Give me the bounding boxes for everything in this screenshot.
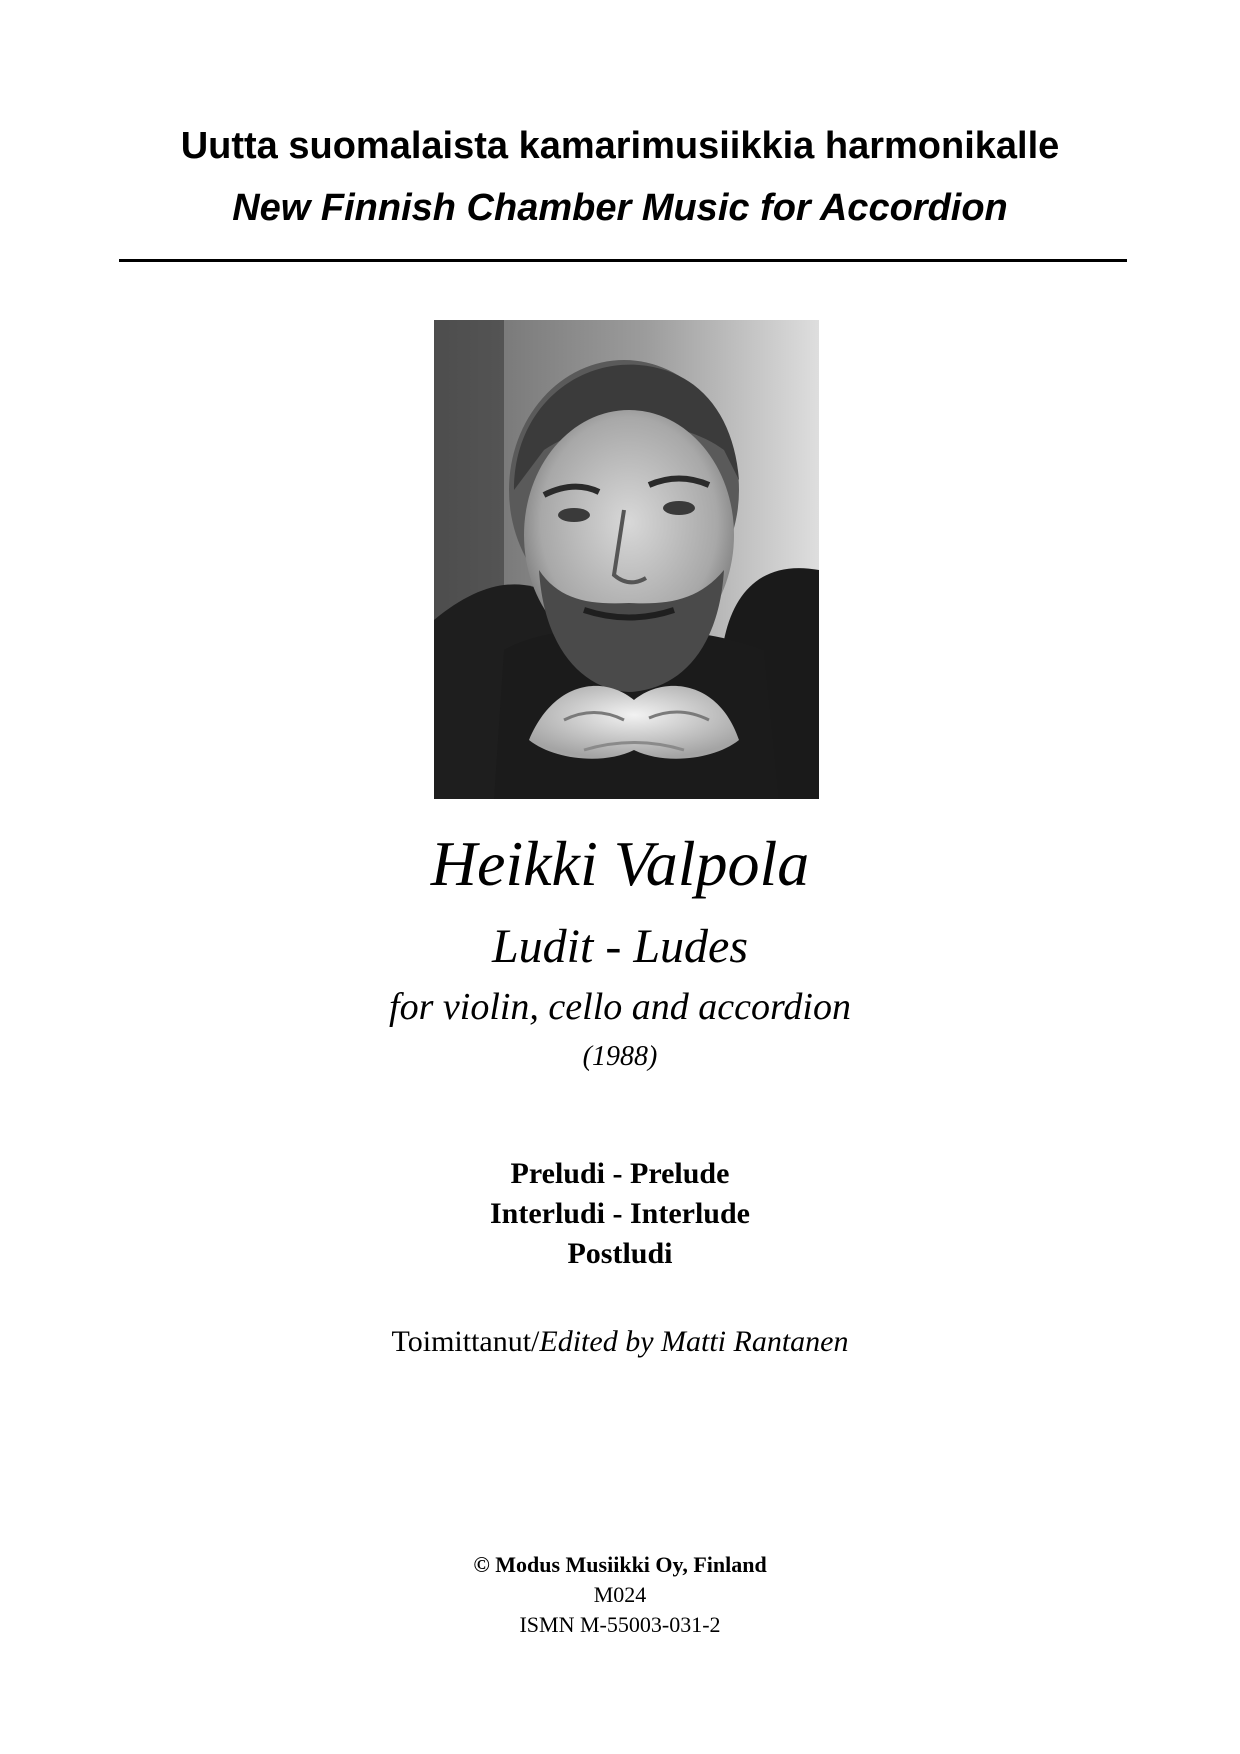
movement-item: Preludi - Prelude — [510, 1157, 730, 1190]
series-title-finnish: Uutta suomalaista kamarimusiikkia harmonikalle — [180, 125, 1060, 167]
header-divider — [119, 259, 1127, 262]
publisher-block — [0, 1550, 1240, 1640]
editor-credit — [0, 1323, 1240, 1361]
composer-name: Heikki Valpola — [430, 828, 810, 899]
editor-label-english: Edited by Matti Rantanen — [539, 1325, 849, 1358]
composer-portrait — [434, 320, 819, 799]
movement-item: Postludi — [567, 1237, 673, 1270]
series-title-english: New Finnish Chamber Music for Accordion — [232, 187, 1008, 229]
composer-portrait-photo — [434, 320, 819, 799]
work-title: Ludit - Ludes — [491, 920, 749, 973]
catalog-number: M024 — [593, 1582, 647, 1607]
composition-year: (1988) — [582, 1041, 658, 1072]
movement-item: Interludi - Interlude — [489, 1197, 750, 1230]
ismn-number: ISMN M-55003-031-2 — [519, 1612, 721, 1637]
editor-label-finnish: Toimittanut/ — [391, 1325, 540, 1358]
instrumentation: for violin, cello and accordion — [389, 986, 851, 1028]
movement-list — [0, 1154, 1240, 1274]
copyright-notice: © Modus Musiikki Oy, Finland — [473, 1552, 767, 1577]
